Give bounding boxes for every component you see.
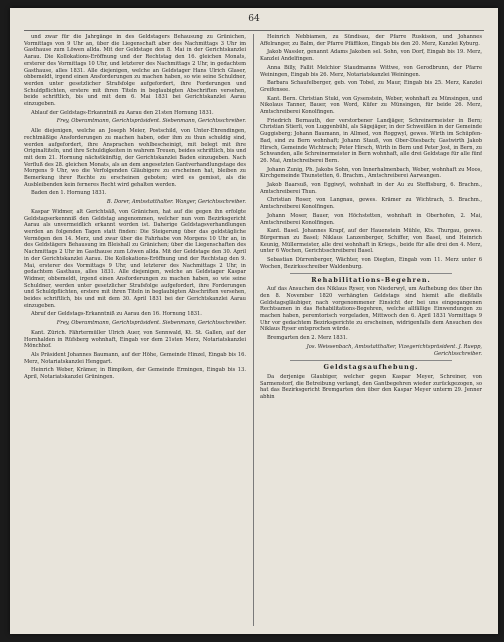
notice-paragraph: Christian Roser, von Langnau, gewes. Krämer zu Wichtrach, 5. Brachm., Amtschreiberei Konolfingen. [260,197,482,211]
notice-paragraph: Abruf der Geldstags-Erkanntniß zu Aarau den 16. Hornung 1831. [31,311,202,318]
notice-paragraph: Johann Zunig, Ph. Jakobs Sohn, von Innerhalmenbach, Weber, wohnhaft zu Moos, Kirchgemeinde Thunstetten, 6. Brachm., Amtschreiberei Aarwangen. [260,166,482,180]
notice-paragraph: Heinrich Weber, Krämer, in Bimpiken, der Gemeinde Ermingen, Eingab bis 13. April, Notariatskanzlei Grüningen. [24,367,246,381]
notice-paragraph: Kaspar Widmer, alt Gerichtsäß, von Gränichen, hat auf die gegen ihn erfolgte Geldstagserkennniß den Geldstag angenommen, welcher nun vom Bezirksgericht Aarau als unvermeidlich erkannt worden ist. Daherige Geldstagsverhandlungen werden an folgenden Tagen statt finden: Die Steigerung über das geldstägliche Vermögen den 14. Merz, und zwar über die Fahrhabe von Morgens 10 Uhr an, in des Geldstägers Behausung im Bleishall zu Gränichen; über die Liegenschaften des Nachmittags 2 Uhr im Gasthause zum Löwen allda. Mit der Geldstage den 30. April in der Gerichtskanzlei Aarau. Die Kollokations-Eröffnung und der Rechtstag den 9. Mai, ersterer des Vormittags 9 Uhr, und letzterer des Nachmittags 2 Uhr, in gedachtem Gasthaus, alles 1831. Alle diejenigen, welche an Geldstager Kaspar Widmer, obbemeldt, irgend einen Ansforderungen zu machen haben, so wie seine Schuldner, werden unter gesetzlicher Strafsfolge aufgefordert, ihre Forderungen und Schuldpflichten, erstere mit ihren Titeln in beglaubigten Abschriften versehen, beides schriftlich, bis und mit dem 30. April 1831 bei der Gerichtskanzlei Aarau einzugeben. [24,208,246,309]
notice-signature: Jos. Weissenbach, Amtsstatthalter, Vizegerichtspräsident. J. Ruepp, Gerichtsschreiber. [306,343,482,357]
notice-paragraph: Kant. Zürich. Fährtermüller Ulrich Auer, von Sennwald, Kt. St. Gallen, auf der Hornhalden in Rüfsberg wohnhaft, Eingab vor dem 21sten Merz, Notariatskanzlei Mönchhof. [24,329,246,350]
notice-paragraph: Als Präsident Johannes Baumann, auf der Höhe, Gemeinde Hinzel, Eingab bis 16. Merz, Notariatskanzlei Henggart. [24,351,246,365]
newspaper-page [10,8,498,634]
notice-paragraph: Sebastian Dürrenberger, Wächter, von Diegten, Eingab vom 11. Merz unter 6 Wochen, Bezirksschreiber Waldenburg. [260,257,482,270]
notice-signature: Frey, Oberamtmann, Gerichtspräsident. Siebenmann, Gerichtsschreiber. [56,320,246,327]
notice-paragraph: Kant. Basel. Johannes Krapf, auf der Hauenstein Mühle, Kts. Thurgau, gewes. Bürgerman zu Basel; Niklaus Lanzenberger, Schiffer, von Basel, und Heinrich Keunig, Müllermeister, alle drei wohnhaft in Kriegs., beide für alle drei den 4. Merz, unter 6 Wochen, Gerichtsschreiberei Basel. [260,228,482,255]
notice-signature: B. Dorer, Amtsstatthalter. Wanger, Gerichtsschreiber. [106,199,246,206]
notice-paragraph: Friedrich Bernauth, der verstorbener Landjäger, Schreinermeister in Bern; Christian Stierli, von Luggenbühl, als Sägejäger, in der Schweißlen in der Gemeinde Guggisberg; Johann Baumann, in Allmed, von Roggwyl, gewes. Wirth im Schüpfen-Bad, sind zu Bern wohnhaft; Johann Stauß, von Ober-Diesbach; Gastwirth Jakob Hirsch, Gemeinde Wichtrach; Peter Hirsch, Wirth in Bern und Peter Jost, in Bern, zu Schwanden, alle Schreinermeister in Bern wohnhaft, alle drei Geldstage für alle fünf 26. Mai, Amtschreiberei Bern. [260,117,482,164]
column-divider [253,34,254,626]
notice-paragraph: Da derjenige Glaubiger, welcher gegen Kaspar Meyer, Schreiner, von Sarmenstorf, die Betreibung verlangt, den Gantbegehren wieder zurückgezogen, so hat das Bezirksgericht Bremgarten den über den Kaspar Meyer unterm 29. Jenner abhin [260,373,482,401]
notice-paragraph: Barbara Schaufelberger, geb. von Tobel, zu Maur, Eingab bis 25. Merz, Kanzlei Greifensee. [260,80,482,93]
section-heading: Rehabilitations-Begehren. [311,275,431,284]
notice-paragraph: und zwar für die Jahrgänge in des Geldstagers Behausung zu Grünichen, Vormittags von 9 Uhr an, über die Liegenschaft aber des Nachmittags 3 Uhr im Gasthause zum Löwen allda. Mit der Geldstage den 8. Mai in der Gerichtskanzlei Aarau. Die Kollokations-Eröffnung und der Rechtstag den 16. gleichen Monats, ersterer des Vormittags 10 Uhr, und letzterer des Nachmittags 2 Uhr, in gedachtem Gasthause, alles 1831. Alle diejenigen, welche an Geldstager Hans Ulrich Glaser, obbemeldt, irgend einen Ansforderungen zu machen haben, so wie seine Schuldner, werden unter gesetzlicher Strafsfolge aufgefordert, ihre Forderungen und Schuldpflichten, erstere mit ihren Titeln in beglaubigten Abschriften versehen, beide schriftlich, bis und mit dem 6. Mai 1831 bei Gerichtskanzlei Aarau einzugeben. [24,34,246,108]
right-column [260,34,482,628]
notice-paragraph: Ablauf der Geldstags-Erkanntniß zu Aarau den 21sten Hornung 1831. [31,109,214,116]
section-heading: Geldstagsaufhebung. [323,363,419,372]
section-rule [290,360,452,361]
notice-signature: Frey, Oberamtmann, Gerichtspräsident. Siebenmann, Gerichtsschreiber. [56,118,246,125]
notice-paragraph: Jakob Wassler, genannt Adams Jakoben sel. Sohn, von Dorf, Eingab bis 19. Merz, Kanzlei Andelfingen. [260,49,482,63]
notice-paragraph: Bremgarten den 2. Merz 1831. [267,335,348,342]
section-rule [290,273,452,274]
notice-paragraph: Heinrich Nebbiamen, zu Sündisau, der Pfarre Ruskison, und Johannes Affelranger, zu Balm, der Pfarre Pfäffikon, Eingab bis den 20. Merz, Kanzlei Kyburg. [260,34,482,47]
notice-paragraph: Johann Moser, Bauer, von Höchstetten, wohnhaft in Oberhofen, 2. Mai, Amtschreiberei Konolfingen. [260,212,482,226]
notice-paragraph: Baden den 1. Hornung 1831. [31,190,107,197]
page-number: 64 [248,14,260,24]
notice-paragraph: Jakob Baarsuß, von Eggiwyl, wohnhaft in der Au zu Steffisburg, 6. Brachm., Amtschreiberei Thun. [260,182,482,195]
notice-paragraph: Anna Billy, Fallit Melchior Staudmanns Wittwe, von Gerodbrunn, der Pfarre Weiningen, Eingab bis 26. Merz, Notariatskanzlei Weiningen. [260,64,482,78]
notice-paragraph: Kant. Bern. Christian Stuki, von Gysenstein, Weber, wohnhaft zu Münsingen, und Nikolaus Tanner, Bauer, von Word, Küfer zu Münsingen, für beide 26. Merz, Amtschreiberei Konolfingen. [260,95,482,116]
notice-paragraph: Alle diejenigen, welche an Joseph Meier, Postschild, von Unter-Ehrendingen, rechtmäßige Ansforderungen zu machen haben, oder ihm zu thun schuldig sind, werden aufgefordert, ihre Ansprachen wohlbescheinigt, mit belegt mit ihre Originaltiteln, und ihre Schuldigkeiten in wahrem Treuen, beides schriftlich, bis und mit dem 21. Hornung nächstkünftig, der Gerichtskanzlei Baden einzugeben. Nach Verfluß des 28. gleichen Monats, als an dem angesetzten Gantverhandlungstage des Morgens 9 Uhr, wo die Verfolgenden Gläubigere zu erscheinen hat, bleiben zu Bemerkung ihrer Rechte zu erscheinen geboten; wird es gemisst, als die Ausbleibenden kein ferneres Recht wird gehalten werden. [24,128,246,188]
left-column [24,34,246,628]
notice-paragraph: Auf das Ansuchen des Niklaus Ryser, von Niederwyl, um Aufhebung des über ihn den 8. November 1820 verhängten Geldstags sind hiemit alle dießfalls Geldstagsgläubiger, nach vorgenommener Einsicht der bei uns eingegangenen Rechtsamen in das Rehabilitations-Begehren, welche allfällige Einwendungen zu machen haben, peremtorisch vorgeladen, Mittwoch den 6. April 1831 Vormittags 9 Uhr vor gedachtem Bezirksgerichte zu erscheinen, widrigenfalls dem Ansuchen des Niklaus Ryser entsprochen würde. [260,286,482,333]
header-rule [24,30,484,31]
